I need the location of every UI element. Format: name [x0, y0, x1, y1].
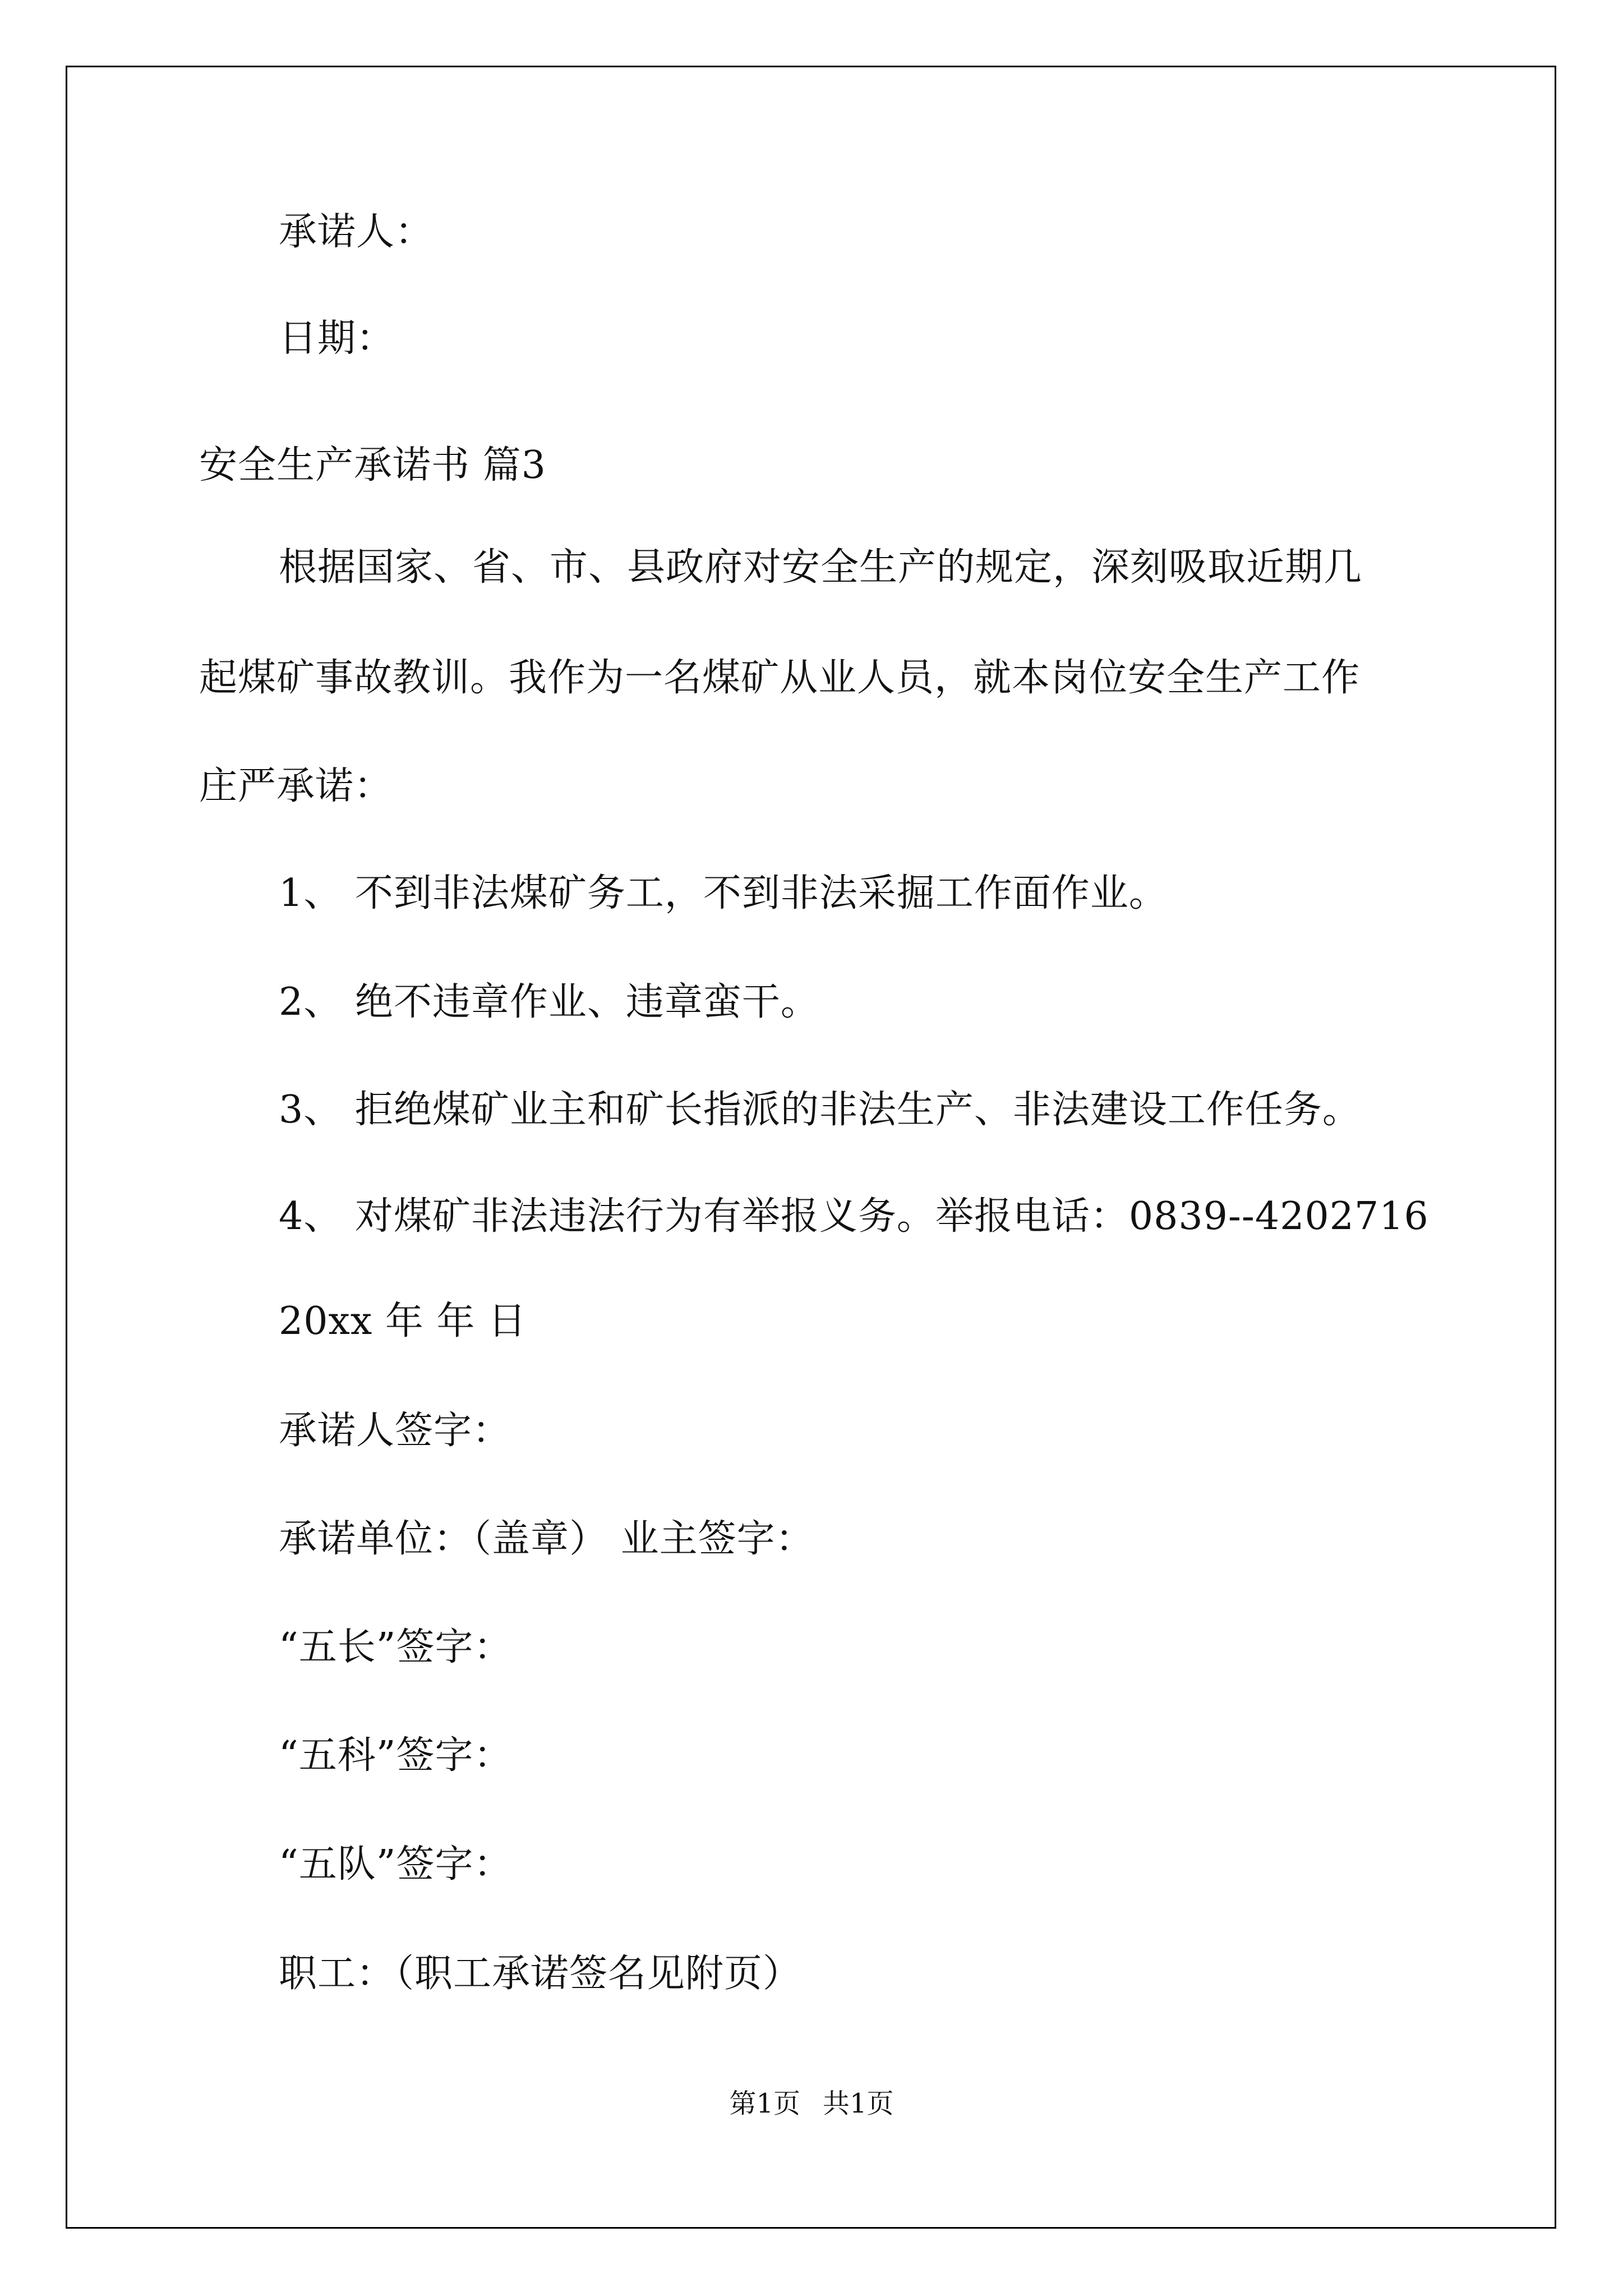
page-border — [66, 66, 1556, 2229]
list-item-1: 1、 不到非法煤矿务工，不到非法采掘工作面作业。 — [279, 871, 1168, 915]
page-current: 第1页 — [729, 2088, 800, 2119]
paragraph-line-3: 庄严承诺： — [199, 764, 393, 808]
five-sections-signature: “五科”签字： — [279, 1733, 513, 1778]
promisor-label: 承诺人： — [279, 210, 434, 254]
list-item-2: 2、 绝不违章作业、违章蛮干。 — [279, 980, 819, 1024]
date-label: 日期： — [279, 316, 395, 361]
page-footer — [0, 2087, 1623, 2120]
paragraph-line-2: 起煤矿事故教训。我作为一名煤矿从业人员，就本岗位安全生产工作 — [199, 656, 1361, 700]
unit-and-owner-signature: 承诺单位：（盖章） 业主签字： — [279, 1517, 814, 1561]
list-item-4: 4、 对煤矿非法违法行为有举报义务。举报电话：0839--4202716 — [279, 1194, 1429, 1239]
section-title: 安全生产承诺书 篇3 — [199, 443, 546, 487]
staff-signature: 职工：（职工承诺签名见附页） — [279, 1952, 802, 1996]
five-heads-signature: “五长”签字： — [279, 1625, 513, 1669]
date-line: 20xx 年 年 日 — [279, 1299, 527, 1343]
promisor-signature: 承诺人签字： — [279, 1409, 511, 1453]
list-item-3: 3、 拒绝煤矿业主和矿长指派的非法生产、非法建设工作任务。 — [279, 1088, 1361, 1132]
page-total: 共1页 — [823, 2088, 894, 2119]
paragraph-line-1: 根据国家、省、市、县政府对安全生产的规定，深刻吸取近期几 — [279, 545, 1363, 590]
five-teams-signature: “五队”签字： — [279, 1842, 513, 1887]
